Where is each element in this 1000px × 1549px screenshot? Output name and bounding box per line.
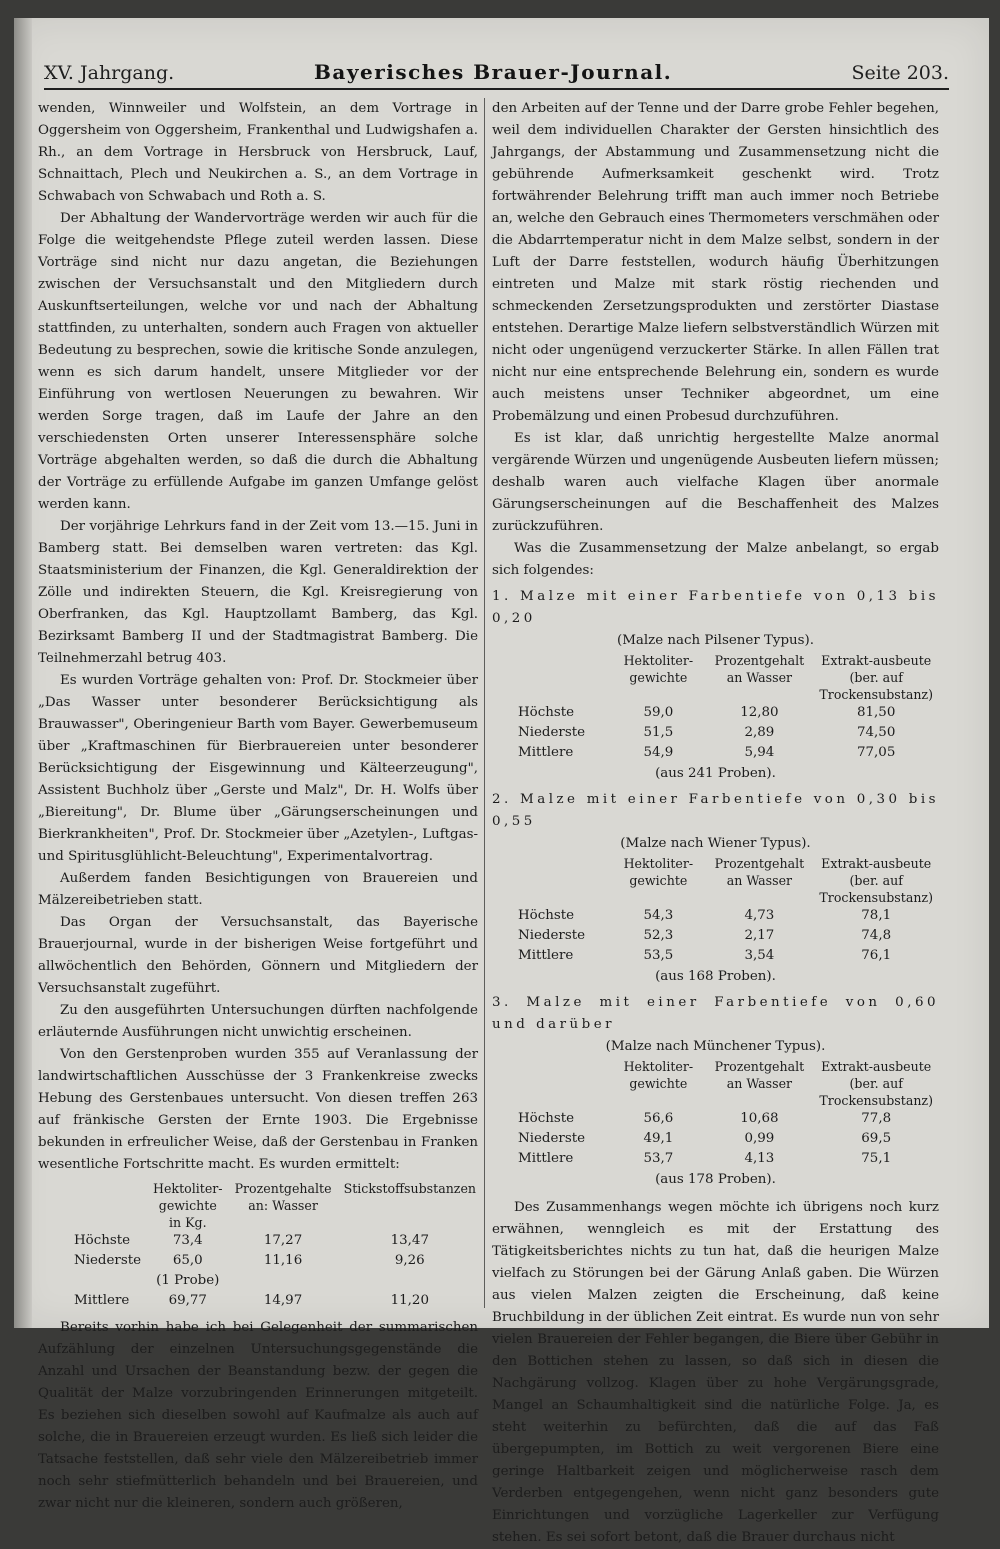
paragraph: Es wurden Vorträge gehalten von: Prof. Dr. Stockmeier über „Das Wasser unter besonderer Berücksichtigung als Brauwasser", Oberingenieur Barth vom Bayer. Gewerbemuseum über „Kraftmaschinen für Bierbrauereien unter besonderer Berücksichtigung der Eisgewinnung und Kälteerzeugung", Assistent Buchholz über „Gerste und Malz", Dr. H. Wolfs über „Biereitung", Dr. Blume über „Gärungserscheinungen und Bierkrankheiten", Prof. Dr. Stockmeier über „Azetylen-, Luftgas- und Spiritusglühlicht-Beleuchtung", Experimentalvortrag. [38,673,478,864]
table-row: Mittlere 53,7 4,13 75,1 [518,1151,892,1166]
paragraph: Der Abhaltung der Wandervorträge werden wir auch für die Folge die weitgehendste Pflege zuteil werden lassen. Diese Vorträge sind nicht nur dazu angetan, die Beziehungen zwischen der Versuchsanstalt und den Mitgliedern durch Auskunftserteilungen, welche vor und nach der Abhaltung stattfinden, zu unterhalten, sondern auch Fragen von aktueller Bedeutung zu besprechen, sowie die kritische Sonde anzulegen, wenn es sich darum handelt, unsere Mitglieder vor der Einführung von wertlosen Neuerungen zu bewahren. Wir werden Sorge tragen, daß im Laufe der Jahre an den verschiedensten Orten unserer Interessensphäre solche Vorträge abgehalten werden, so daß die durch die Abhaltung der Vorträge zu erfüllende Aufgabe im ganzen Umfange gelöst werden kann. [38,211,478,512]
page-header [44,52,949,90]
table-row: Niederste 51,5 2,89 74,50 [518,725,896,740]
paragraph: wenden, Winnweiler und Wolfstein, an dem Vortrage in Oggersheim von Oggersheim, Frankenthal und Ludwigshafen a. Rh., an dem Vortrage in Hersbruck von Hersbruck, Lauf, Schnaittach, Plech und Neukirchen a. S., an dem Vortrage in Schwabach von Schwabach und Roth a. S. [38,101,478,204]
paragraph: Zu den ausgeführten Untersuchungen dürften nachfolgende erläuternde Ausführungen nicht unwichtig erscheinen. [38,1003,478,1040]
table-row: Höchste 73,4 17,27 13,47 [74,1233,429,1248]
group-subtitle: (Malze nach Münchener Typus). [605,1039,826,1054]
group-subtitle: (Malze nach Wiener Typus). [620,836,811,851]
malt-table: Hektoliter-gewichte Prozentgehalt an Wasser Extrakt-ausbeute (ber. auf Trockensubstanz) Höchste 54,3 4,73 78,1 Niederste 52,3 2,17 74,8 Mittlere 53,5 3,54 76,1 [512,855,939,966]
table-row: (1 Probe) [156,1273,220,1288]
malt-group [492,992,939,1191]
group-title: 2. Malze mit einer Farbentiefe von 0,30 bis 0,55 [492,792,939,829]
table-row: Niederste 49,1 0,99 69,5 [518,1131,892,1146]
paragraph: Von den Gerstenproben wurden 355 auf Veranlassung der landwirtschaftlichen Ausschüsse der 3 Frankenkreise zwecks Hebung des Gerstenbaues untersucht. Von diesen treffen 263 auf fränkische Gersten der Ernte 1903. Die Ergebnisse bekunden in erfreulicher Weise, daß der Gerstenbau in Franken wesentliche Fortschritte macht. Es wurden ermittelt: [38,1047,478,1172]
paragraph: Das Organ der Versuchsanstalt, das Bayerische Brauerjournal, wurde in der bisherigen Weise fortgeführt und allwöchentlich den Behörden, Gönnern und Mitgliedern der Versuchsanstalt zugeführt. [38,915,478,996]
page-number: Seite 203. [851,62,949,84]
group-title: 3. Malze mit einer Farbentiefe von 0,60 und darüber [492,995,939,1032]
table-row: Höchste 59,0 12,80 81,50 [518,705,896,720]
col-header: Prozentgehalte an: Wasser [234,1181,332,1213]
malt-table: Hektoliter-gewichte Prozentgehalt an Wasser Extrakt-ausbeute (ber. auf Trockensubstanz) Höchste 56,6 10,68 77,8 Niederste 49,1 0,99 69,5 Mittlere 53,7 4,13 75,1 [512,1058,939,1169]
barley-table [68,1180,482,1311]
malt-group [492,789,939,988]
paragraph: Der vorjährige Lehrkurs fand in der Zeit vom 13.—15. Juni in Bamberg statt. Bei demselben waren vertreten: das Kgl. Staatsministerium der Finanzen, die Kgl. Generaldirektion der Zölle und indirekten Steuern, die Kgl. Kreisregierung von Oberfranken, das Kgl. Hauptzollamt Bamberg, das Kgl. Bezirksamt Bamberg II und der Stadtmagistrat Bamberg. Die Teilnehmerzahl betrug 403. [38,519,478,666]
group-subtitle: (Malze nach Pilsener Typus). [616,633,815,648]
malt-group [492,586,939,785]
table-row: Mittlere 69,77 14,97 11,20 [74,1293,429,1308]
right-column [492,98,939,1545]
col-header: Stickstoffsubstanzen [343,1181,477,1196]
column-divider [484,98,485,1308]
table-row: Mittlere 53,5 3,54 76,1 [518,948,892,963]
sample-count: (aus 168 Proben). [655,969,776,984]
paragraph: Was die Zusammensetzung der Malze anbelangt, so ergab sich folgendes: [492,541,939,578]
sample-count: (aus 178 Proben). [655,1172,776,1187]
paragraph: Außerdem fanden Besichtigungen von Brauereien und Mälzereibetrieben statt. [38,871,478,908]
journal-title: Bayerisches Brauer-Journal. [314,60,673,84]
paragraph: Bereits vorhin habe ich bei Gelegenheit der summarischen Aufzählung der einzelnen Untersuchungsgegenstände die Anzahl und Ursachen der Beanstandung bezw. der gegen die Qualität der Malze vorzubringenden Erinnerungen mitgeteilt. Es beziehen sich dieselben sowohl auf Kaufmalze als auch auf solche, die in Brauereien erzeugt wurden. Es ließ sich leider die Tatsache feststellen, daß sehr viele den Mälzereibetrieb immer noch sehr stiefmütterlich behandeln und bei Brauereien, und zwar nicht nur die kleineren, sondern auch größeren, [38,1320,478,1511]
sample-count: (aus 241 Proben). [655,766,776,781]
table-row: Mittlere 54,9 5,94 77,05 [518,745,896,760]
malt-table: Hektoliter-gewichte Prozentgehalt an Wasser Extrakt-ausbeute (ber. auf Trockensubstanz) Höchste 59,0 12,80 81,50 Niederste 51,5 2,89 74,50 Mittlere 54,9 5,94 77,05 [512,652,939,763]
col-header: Hektoliter-gewichte in Kg. [153,1181,223,1230]
paragraph: Es ist klar, daß unrichtig hergestellte Malze anormal vergärende Würzen und ungenügende Ausbeuten liefern müssen; deshalb waren auch vielfache Klagen über anormale Gärungserscheinungen auf die Beschaffenheit des Malzes zurückzuführen. [492,431,939,534]
book-spine-shadow [14,18,32,1328]
volume-label: XV. Jahrgang. [44,62,175,84]
table-row: Höchste 54,3 4,73 78,1 [518,908,892,923]
journal-page [14,18,989,1545]
table-row: Höchste 56,6 10,68 77,8 [518,1111,892,1126]
table-row: Niederste 52,3 2,17 74,8 [518,928,892,943]
paragraph: Des Zusammenhangs wegen möchte ich übrigens noch kurz erwähnen, wenngleich es mit der Erstattung des Tätigkeitsberichtes nichts zu tun hat, daß die heurigen Malze vielfach zu Störungen bei der Gärung Anlaß gaben. Die Würzen aus vielen Malzen zeigten die Erscheinung, daß keine Bruchbildung in der üblichen Zeit eintrat. Es wurde nun von sehr vielen Brauereien der Fehler begangen, die Biere über Gebühr in den Bottichen stehen zu lassen, so daß sich in diesen die Nachgärung vollzog. Klagen über zu hohe Vergärungsgrade, Mangel an Schaumhaltigkeit sind die natürliche Folge. Ja, es steht weiterhin zu befürchten, daß die auf das Faß übergepumpten, im Bottich zu weit vergorenen Biere eine geringe Haltbarkeit zeigen und möglicherweise rasch dem Verderben entgegengehen, wenn nicht ganz besonders gute Einrichtungen und vorzügliche Lagerkeller zur Verfügung stehen. Es sei sofort betont, daß die Brauer durchaus nicht [492,1200,939,1545]
table-row: Niederste 65,0 11,16 9,26 [74,1253,425,1268]
left-column [38,98,478,1511]
paragraph: den Arbeiten auf der Tenne und der Darre grobe Fehler begehen, weil dem individuellen Charakter der Gersten hinsichtlich des Jahrgangs, der Abstammung und Zusammensetzung nicht die gebührende Aufmerksamkeit geschenkt wird. Trotz fortwährender Belehrung trifft man auch immer noch Betriebe an, welche den Gebrauch eines Thermometers verschmähen oder die Abdarrtemperatur nicht in dem Malze selbst, sondern in der Luft der Darre feststellen, wodurch häufig Überhitzungen eintreten und Malze mit stark röstig riechenden und schmeckenden Zersetzungsprodukten und zerstörter Diastase entstehen. Derartige Malze liefern selbstverständlich Würzen mit nicht oder ungenügend verzuckerter Stärke. In allen Fällen trat nicht nur eine entsprechende Belehrung ein, sondern es wurde auch meistens unser Techniker abgeordnet, um eine Probemälzung und einen Probesud durchzuführen. [492,101,939,424]
group-title: 1. Malze mit einer Farbentiefe von 0,13 bis 0,20 [492,589,939,626]
